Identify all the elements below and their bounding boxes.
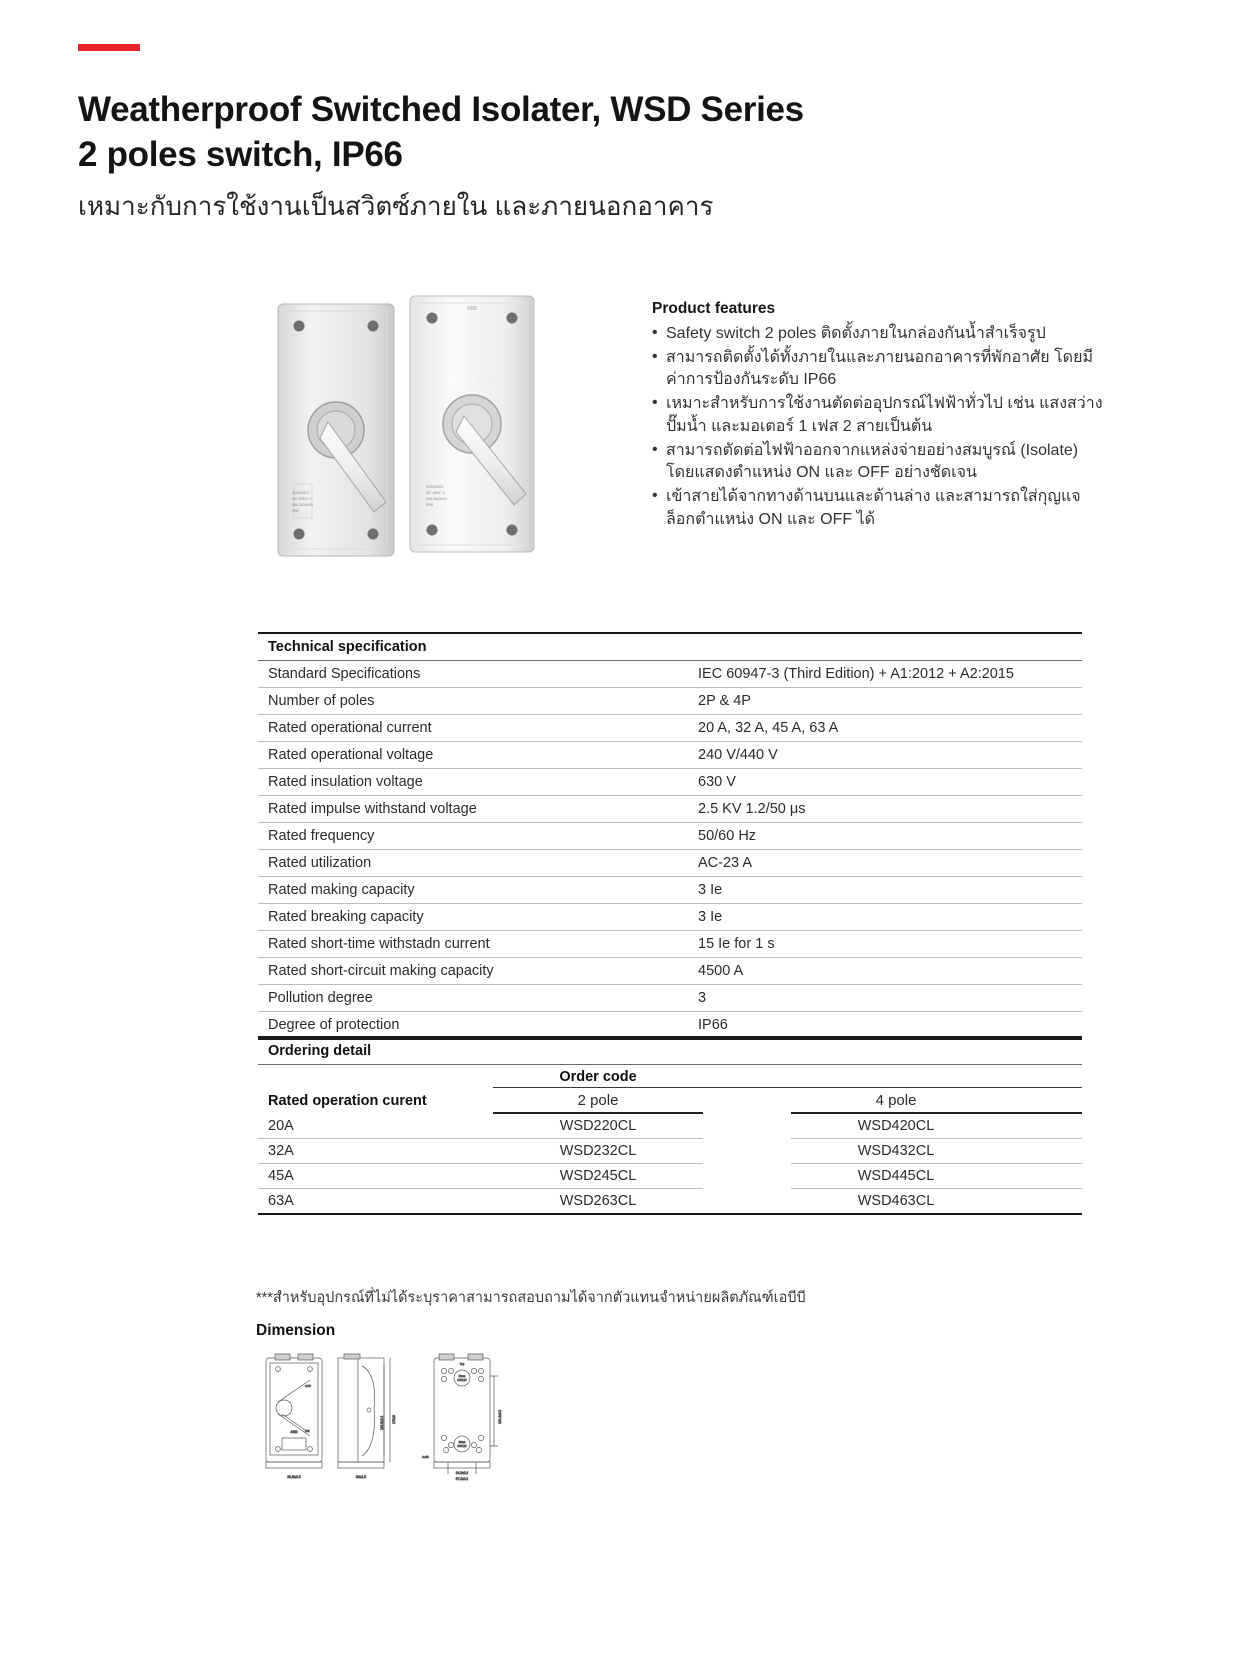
table-row <box>258 985 1082 1012</box>
ordering-header-spacer <box>703 1065 791 1088</box>
order-row-spacer <box>1001 1113 1082 1139</box>
spec-value: 2.5 KV 1.2/50 μs <box>698 801 806 817</box>
ordering-header-spacer <box>791 1065 1001 1088</box>
dimension-front-view <box>266 1354 322 1468</box>
table-row <box>258 904 1082 931</box>
spec-label: Rated breaking capacity <box>268 909 424 925</box>
spec-label: Rated short-circuit making capacity <box>268 963 494 979</box>
dim-label-gland-bottom-size: 20mm <box>458 1441 466 1444</box>
page-title-line1: Weatherproof Switched Isolater, WSD Series <box>78 90 804 129</box>
order-code-2pole: WSD263CL <box>493 1189 703 1215</box>
table-row <box>258 1189 1082 1215</box>
svg-text:IEC 60947-3: IEC 60947-3 <box>292 497 312 501</box>
ordering-detail-table <box>258 1065 1082 1215</box>
title-block <box>78 88 1078 223</box>
dimension-drawings <box>258 1352 588 1482</box>
svg-text:IP66: IP66 <box>426 503 433 507</box>
spec-value: 240 V/440 V <box>698 747 778 763</box>
order-code-4pole: WSD420CL <box>791 1113 1001 1139</box>
dim-label-off: OFF <box>305 1384 311 1388</box>
spec-value: AC-23 A <box>698 855 752 871</box>
order-code-4pole: WSD432CL <box>791 1139 1001 1164</box>
page-title-line2: 2 poles switch, IP66 <box>78 134 403 174</box>
table-row <box>258 769 1082 796</box>
dim-label-side-height-inner: 163.5±0.4 <box>380 1415 384 1430</box>
spec-value: 3 Ie <box>698 909 723 925</box>
table-row <box>258 1164 1082 1189</box>
table-row <box>258 688 1082 715</box>
dim-label-back-width-inner: 34.2±0.2 <box>455 1471 469 1475</box>
ordering-col-4pole-label: 4 pole <box>791 1088 1001 1114</box>
table-row <box>258 796 1082 823</box>
table-row <box>258 1012 1082 1040</box>
table-row <box>258 1139 1082 1164</box>
order-rated-current: 63A <box>258 1189 493 1215</box>
dim-label-back-height: 100.4±0.3 <box>498 1409 502 1424</box>
ordering-col-2pole-label: 2 pole <box>493 1088 703 1114</box>
spec-label: Rated making capacity <box>268 882 415 898</box>
table-row <box>258 661 1082 688</box>
feature-item: • เข้าสายได้จากทางด้านบนและด้านล่าง และสามารถใส่กุญแจ ล็อกตำแหน่ง ON และ OFF ได้ <box>652 486 1104 531</box>
table-row <box>258 877 1082 904</box>
order-rated-current: 45A <box>258 1164 493 1189</box>
dim-label-on: ON <box>305 1429 310 1433</box>
dimension-side-view <box>338 1354 390 1468</box>
svg-text:WSD263CL: WSD263CL <box>426 485 444 489</box>
table-row <box>258 931 1082 958</box>
spec-value: 3 Ie <box>698 882 723 898</box>
order-code-4pole: WSD463CL <box>791 1189 1001 1215</box>
spec-label: Pollution degree <box>268 990 373 1006</box>
table-row <box>258 958 1082 985</box>
ordering-detail-section <box>258 1036 1082 1215</box>
table-row <box>258 1113 1082 1139</box>
dim-label-side-depth: 86±1.5 <box>355 1475 367 1479</box>
accent-rule <box>78 44 140 51</box>
spec-label: Number of poles <box>268 693 375 709</box>
product-features <box>652 300 1104 532</box>
order-row-spacer <box>703 1113 791 1139</box>
spec-value: 4500 A <box>698 963 744 979</box>
order-row-spacer <box>703 1139 791 1164</box>
svg-text:WSD245CL: WSD245CL <box>292 491 310 495</box>
table-row <box>258 850 1082 877</box>
table-section-header <box>258 633 1082 661</box>
page-subtitle: เหมาะกับการใช้งานเป็นสวิตซ์ภายใน และภายนอกอาคาร <box>78 190 714 221</box>
order-row-spacer <box>703 1164 791 1189</box>
order-row-spacer <box>1001 1139 1082 1164</box>
spec-label: Degree of protection <box>268 1017 400 1033</box>
price-footnote: ***สำหรับอุปกรณ์ที่ไม่ได้ระบุราคาสามารถสอบถามได้จากตัวแทนจำหน่ายผลิตภัณฑ์เอบีบี <box>256 1290 806 1306</box>
ordering-col-rated-label: Rated operation curent <box>268 1093 427 1109</box>
order-row-spacer <box>1001 1189 1082 1215</box>
order-code-4pole: WSD445CL <box>791 1164 1001 1189</box>
svg-text:ABB: ABB <box>466 306 478 312</box>
spec-value: IP66 <box>698 1017 728 1033</box>
table-row <box>258 823 1082 850</box>
dim-label-back-width-outer: 57.2±0.2 <box>455 1477 469 1481</box>
order-code-2pole: WSD220CL <box>493 1113 703 1139</box>
technical-specification-table <box>258 632 1082 1040</box>
feature-item: • สามารถตัดต่อไฟฟ้าออกจากแหล่งจ่ายอย่างสมบูรณ์ (Isolate) โดยแสดงตำแหน่ง ON และ OFF อย่างชัดเจน <box>652 440 1104 485</box>
spec-value: 3 <box>698 990 707 1006</box>
dim-label-front-width: 80.5±0.3 <box>287 1475 301 1479</box>
ordering-subheader-spacer <box>1001 1088 1082 1114</box>
feature-item: • สามารถติดตั้งได้ทั้งภายในและภายนอกอาคารที่พักอาศัย โดยมีค่าการป้องกันระดับ IP66 <box>652 347 1104 392</box>
ordering-subheader-spacer <box>703 1088 791 1114</box>
spec-value: 15 Ie for 1 s <box>698 936 775 952</box>
dimension-back-view <box>434 1354 498 1474</box>
spec-label: Rated utilization <box>268 855 372 871</box>
spec-value: 20 A, 32 A, 45 A, 63 A <box>698 720 839 736</box>
order-row-spacer <box>1001 1164 1082 1189</box>
dim-label-hole-note: 4-Ø5 <box>422 1455 429 1459</box>
ordering-col-order-code-label: Order code <box>493 1065 703 1088</box>
order-row-spacer <box>703 1189 791 1215</box>
order-code-2pole: WSD245CL <box>493 1164 703 1189</box>
table-row <box>258 742 1082 769</box>
spec-value: IEC 60947-3 (Third Edition) + A1:2012 + A2:2015 <box>698 666 1014 682</box>
dim-label-gland-top-outlet: OUTLET <box>457 1379 467 1382</box>
page-title <box>78 88 1078 178</box>
spec-label: Rated operational current <box>268 720 432 736</box>
spec-label: Rated insulation voltage <box>268 774 423 790</box>
spec-label: Rated short-time withstadn current <box>268 936 490 952</box>
spec-table-heading: Technical specification <box>268 639 427 655</box>
svg-text:45A 240/440V: 45A 240/440V <box>292 503 314 507</box>
dim-label-back-top: Top <box>459 1362 465 1366</box>
product-unit-left <box>278 304 394 556</box>
features-list <box>652 323 1104 531</box>
dim-label-brand: ABB <box>290 1430 298 1434</box>
spec-label: Standard Specifications <box>268 666 421 682</box>
dim-label-gland-bottom-outlet: OUTLET <box>457 1445 467 1448</box>
spec-value: 50/60 Hz <box>698 828 757 844</box>
feature-item: • เหมาะสำหรับการใช้งานตัดต่ออุปกรณ์ไฟฟ้าทั่วไป เช่น แสงสว่าง ปั๊มน้ำ และมอเตอร์ 1 เฟส 2 สายเป็นต้น <box>652 393 1104 438</box>
ordering-header-spacer <box>1001 1065 1082 1088</box>
spec-label: Rated operational voltage <box>268 747 434 763</box>
spec-value: 630 V <box>698 774 736 790</box>
features-heading: Product features <box>652 300 776 317</box>
product-photo <box>258 288 578 570</box>
order-code-2pole: WSD232CL <box>493 1139 703 1164</box>
spec-value: 2P & 4P <box>698 693 751 709</box>
order-rated-current: 20A <box>258 1113 493 1139</box>
ordering-header-row <box>258 1065 1082 1088</box>
spec-label: Rated frequency <box>268 828 375 844</box>
svg-text:63A 240/440V: 63A 240/440V <box>426 497 448 501</box>
product-unit-right <box>410 296 534 552</box>
svg-text:IP66: IP66 <box>292 509 299 513</box>
spec-label: Rated impulse withstand voltage <box>268 801 477 817</box>
dimension-heading: Dimension <box>256 1322 336 1339</box>
dim-label-gland-top-size: 20mm <box>458 1375 466 1378</box>
order-rated-current: 32A <box>258 1139 493 1164</box>
dim-label-side-height-outer: 175±3 <box>392 1415 396 1424</box>
svg-text:IEC 60947-3: IEC 60947-3 <box>426 491 446 495</box>
feature-item: • Safety switch 2 poles ติดตั้งภายในกล่องกันน้ำสำเร็จรูป <box>652 323 1104 346</box>
table-row <box>258 715 1082 742</box>
ordering-heading: Ordering detail <box>258 1036 1082 1065</box>
